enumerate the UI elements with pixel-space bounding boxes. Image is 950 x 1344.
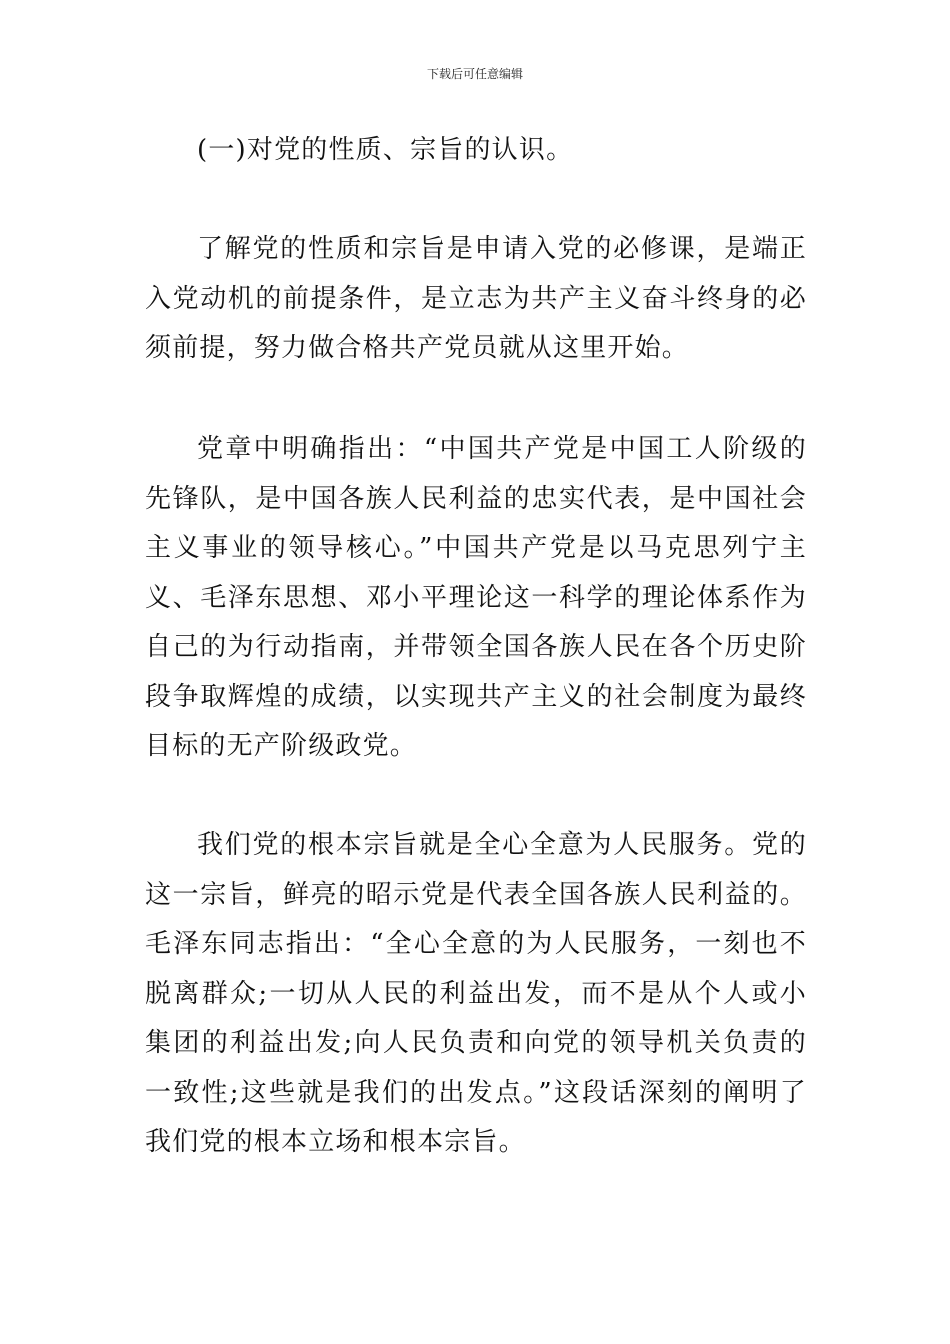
paragraph-1: 了解党的性质和宗旨是申请入党的必修课，是端正入党动机的前提条件，是立志为共产主义奋斗终身的必须前提，努力做合格共产党员就从这里开始。 bbox=[145, 234, 807, 363]
section-title: (一)对党的性质、宗旨的认识。 bbox=[197, 135, 574, 165]
paragraph-3: 我们党的根本宗旨就是全心全意为人民服务。党的这一宗旨，鲜亮的昭示党是代表全国各族人民利益的。毛泽东同志指出：“全心全意的为人民服务，一刻也不脱离群众;一切从人民的利益出发，而不是从个人或小集团的利益出发;向人民负责和向党的领导机关负责的一致性;这些就是我们的出发点。”这段话深刻的阐明了我们党的根本立场和根本宗旨。 bbox=[145, 830, 807, 1157]
page-header-note: 下载后可任意编辑 bbox=[426, 67, 523, 81]
paragraph-2: 党章中明确指出：“中国共产党是中国工人阶级的先锋队，是中国各族人民利益的忠实代表，是中国社会主义事业的领导核心。”中国共产党是以马克思列宁主义、毛泽东思想、邓小平理论这一科学的理论体系作为自己的为行动指南，并带领全国各族人民在各个历史阶段争取辉煌的成绩，以实现共产主义的社会制度为最终目标的无产阶级政党。 bbox=[145, 434, 807, 761]
